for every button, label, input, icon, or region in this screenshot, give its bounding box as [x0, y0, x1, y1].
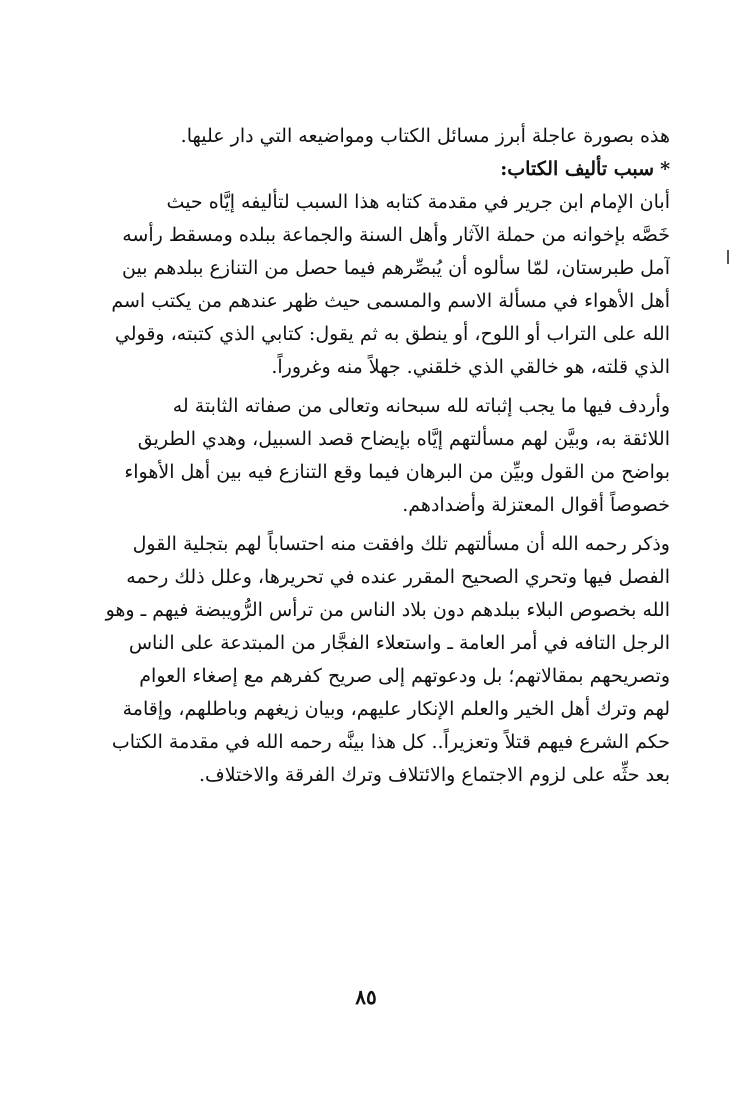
- section-heading: [100, 153, 670, 186]
- asterisk-bullet-icon: *: [660, 158, 670, 180]
- paragraph-3: [100, 528, 670, 792]
- text-line: الفصل فيها وتحري الصحيح المقرر عنده في تحريرها، وعلل ذلك رحمه: [126, 566, 670, 588]
- section-heading-text: سبب تأليف الكتاب:: [500, 158, 655, 180]
- paragraph-1: [100, 186, 670, 384]
- text-line: الرجل التافه في أمر العامة ـ واستعلاء الفجَّار من المبتدعة على الناس: [128, 632, 670, 654]
- text-line: اللائقة به، وبيَّن لهم مسألتهم إيَّاه بإيضاح قصد السبيل، وهدي الطريق: [137, 428, 670, 450]
- text-line: الذي قلته، هو خالقي الذي خلقني. جهلاً منه وغروراً.: [271, 356, 670, 378]
- text-line: آمل طبرستان، لمّا سألوه أن يُبصِّرهم فيما حصل من التنازع ببلدهم بين: [122, 257, 670, 279]
- text-line: أبان الإمام ابن جرير في مقدمة كتابه هذا السبب لتأليفه إيَّاه حيث: [166, 191, 670, 213]
- intro-line: هذه بصورة عاجلة أبرز مسائل الكتاب ومواضيعه التي دار عليها.: [180, 125, 670, 147]
- text-line: وذكر رحمه الله أن مسألتهم تلك وافقت منه احتساباً لهم بتجلية القول: [132, 533, 670, 555]
- page-body-text: [100, 120, 670, 792]
- text-line: الله بخصوص البلاء ببلدهم دون بلاد الناس من ترأس الرُّويبضة فيهم ـ وهو: [105, 599, 670, 621]
- page-number: ٨٥: [355, 985, 377, 1009]
- text-line: بواضح من القول وبيِّن من البرهان فيما وقع التنازع فيه بين أهل الأهواء: [124, 461, 670, 483]
- text-line: وتصريحهم بمقالاتهم؛ بل ودعوتهم إلى صريح كفرهم مع إصغاء العوام: [139, 665, 670, 687]
- text-line: خَصَّه بإخوانه من حملة الآثار وأهل السنة والجماعة ببلده ومسقط رأسه: [122, 224, 670, 246]
- text-line: وأردف فيها ما يجب إثباته لله سبحانه وتعالى من صفاته الثابتة له: [172, 395, 670, 417]
- text-line: أهل الأهواء في مسألة الاسم والمسمى حيث ظهر عندهم من يكتب اسم: [111, 290, 670, 312]
- text-line: بعد حثِّه على لزوم الاجتماع والائتلاف وترك الفرقة والاختلاف.: [198, 764, 670, 786]
- paragraph-2: [100, 390, 670, 522]
- text-line: الله على التراب أو اللوح، أو ينطق به ثم يقول: كتابي الذي كتبته، وقولي: [114, 323, 670, 345]
- margin-mark: [727, 250, 729, 264]
- text-line: خصوصاً أقوال المعتزلة وأضدادهم.: [402, 494, 670, 516]
- text-line: حكم الشرع فيهم قتلاً وتعزيراً.. كل هذا بينَّه رحمه الله في مقدمة الكتاب: [111, 731, 670, 753]
- text-line: لهم وترك أهل الخير والعلم الإنكار عليهم، وبيان زيغهم وباطلهم، وإقامة: [122, 698, 670, 720]
